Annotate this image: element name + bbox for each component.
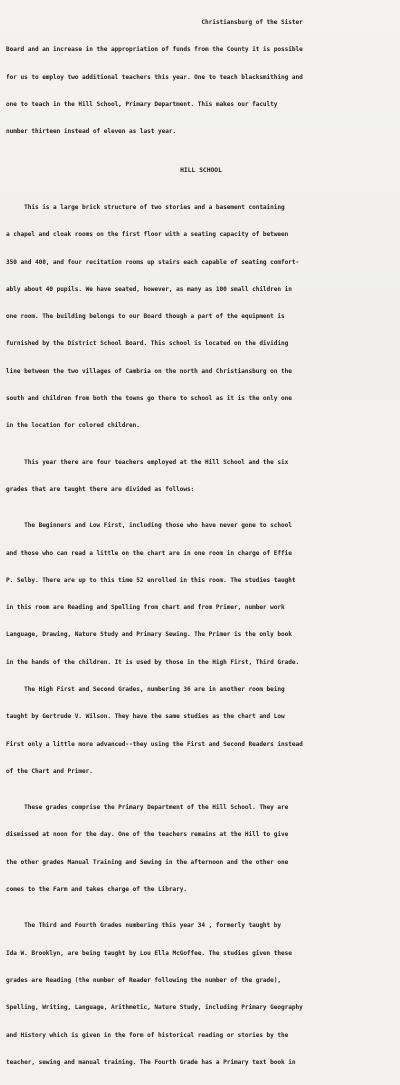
text-line: Board and an increase in the appropriation of funds from the County it is possible [6, 46, 303, 54]
text-line: and History which is given in the form of historical reading or stories by the [6, 1031, 289, 1039]
text-line: The High First and Second Grades, numbering 36 are in another room being [6, 685, 285, 693]
text-line: ably about 40 pupils. We have seated, however, as many as 100 small children in [6, 285, 292, 293]
text-line: Spelling, Writing, Language, Arithmetic, Nature Study, including Primary Geography [6, 1004, 303, 1012]
text-line: This year there are four teachers employed at the Hill School and the six [6, 458, 289, 466]
text-line: P. Selby. There are up to this time 52 enrolled in this room. The studies taught [6, 576, 296, 584]
text-line: The Third and Fourth Grades numbering this year 34 , formerly taught by [6, 922, 282, 930]
text-line: a chapel and cloak rooms on the first floor with a seating capacity of between [6, 231, 289, 239]
text-line: teacher, sewing and manual training. The Fourth Grade has a Primary text book in [6, 1058, 296, 1066]
text-line: south and children from both the towns go there to school as it is the only one [6, 394, 292, 402]
text-line: furnished by the District School Board. This school is located on the dividing [6, 340, 289, 348]
text-line: This is a large brick structure of two stories and a basement containing [6, 203, 285, 211]
text-line: in the location for colored children. [6, 422, 140, 430]
text-line: for us to employ two additional teachers this year. One to teach blacksmithing and [6, 73, 303, 81]
text-line: Christiansburg of the Sister [6, 19, 303, 27]
text-line: line between the two villages of Cambria on the north and Christiansburg on the [6, 367, 292, 375]
document-body [6, 0, 396, 1085]
text-line: in this room are Reading and Spelling from chart and from Primer, number work [6, 604, 285, 612]
text-line: of the Chart and Primer. [6, 767, 93, 775]
text-line: comes to the Farm and takes charge of the Library. [6, 886, 187, 893]
text-line: one room. The building belongs to our Board though a part of the equipment is [6, 313, 285, 321]
text-line: one to teach in the Hill School, Primary Department. This makes our faculty [6, 101, 278, 109]
text-line: First only a little more advanced--they using the First and Second Readers instead [6, 740, 303, 748]
text-line: number thirteen instead of eleven as last year. [6, 128, 177, 136]
text-line: Ida W. Brooklyn, are being taught by Lou Ella McGoffee. The studies given these [6, 949, 292, 957]
text-line: The Beginners and Low First, including those who have never gone to school [6, 522, 292, 530]
text-line: taught by Gertrude V. Wilson. They have the same studies as the chart and Low [6, 713, 285, 721]
text-line: 350 and 400, and four recitation rooms up stairs each capable of seating comfort- [6, 258, 300, 266]
text-line: in the hands of the children. It is used by those in the High First, Third Grade. [6, 658, 300, 666]
text-line: the other grades Manual Training and Sewing in the afternoon and the other one [6, 858, 289, 866]
text-line: and those who can read a little on the chart are in one room in charge of Effie [6, 549, 292, 557]
text-line: grades are Reading (the number of Reader following the number of the grade), [6, 976, 282, 984]
section-heading: HILL SCHOOL [180, 165, 222, 174]
text-line: Language, Drawing, Nature Study and Primary Sewing. The Primer is the only book [6, 631, 292, 639]
text-line: These grades comprise the Primary Department of the Hill School. They are [6, 804, 289, 812]
text-line: dismissed at noon for the day. One of the teachers remains at the Hill to give [6, 831, 289, 839]
text-line: grades that are taught there are divided as follows: [6, 485, 195, 493]
